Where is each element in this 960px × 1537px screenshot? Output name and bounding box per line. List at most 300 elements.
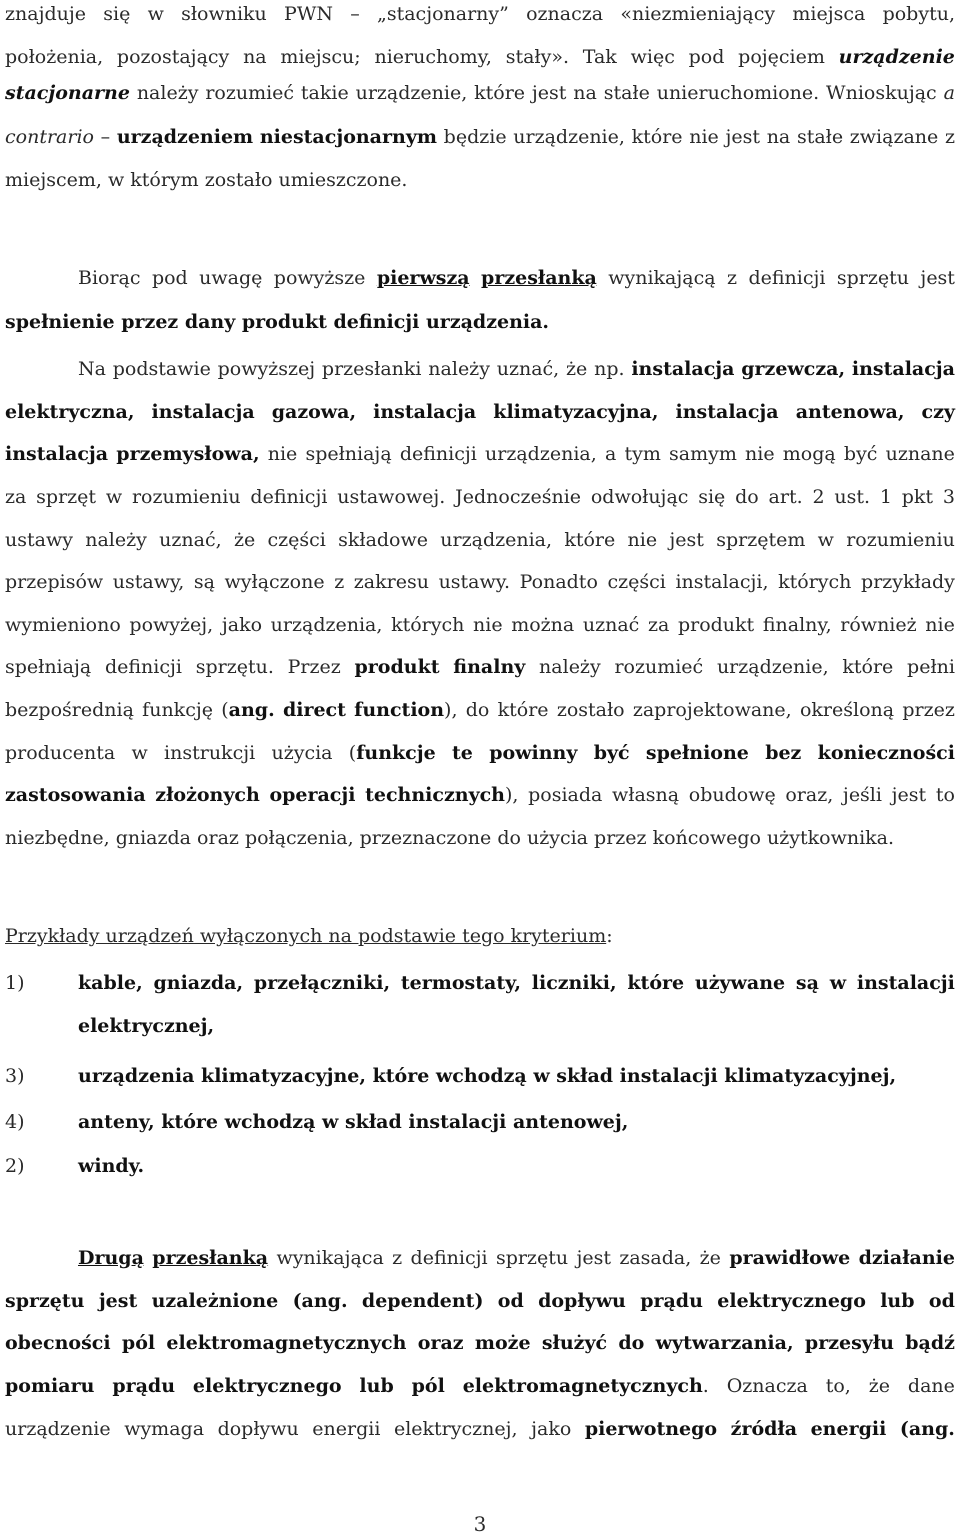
word-group [834,484,870,510]
word-group [619,1245,691,1271]
word: działanie [858,1247,955,1269]
word: miejsca [792,3,866,25]
word: z [944,126,955,148]
list-item [78,1153,955,1179]
word-group [36,484,96,510]
word-group [142,697,213,723]
word: od [497,1290,524,1312]
text-line [5,697,955,723]
word-group [373,399,476,425]
word-group [493,399,658,425]
text-line [78,1245,955,1271]
text-line [5,399,955,425]
word: termostaty, [400,972,521,994]
word-group [902,484,933,510]
word: sprzętu. [195,656,274,678]
word: że [566,358,588,380]
word: będzie [443,126,507,148]
word-group [337,484,445,510]
word-group [826,1373,851,1399]
word: odwołując [590,486,689,508]
text-line [5,569,955,595]
word: definicji [748,267,826,289]
text-line [5,441,955,467]
word-group [5,1330,111,1356]
word-group [850,124,939,150]
word: jeśli [842,784,882,806]
word-group [5,569,103,595]
word-group [573,80,597,106]
word: wynikającą [608,267,716,289]
word-group [792,1,865,27]
word: tym [624,443,661,465]
word-group [811,1416,887,1442]
word: wymaga [124,1418,205,1440]
word-group [538,1288,626,1314]
word-group [900,1416,955,1442]
word: zakresu [353,571,429,593]
word: ( [221,699,229,721]
word: energii [312,1418,381,1440]
list-item [78,1109,955,1135]
word-group [785,782,833,808]
word-group [222,612,262,638]
word: na [573,82,597,104]
word-group [152,1288,279,1314]
word-group [498,697,549,723]
word-group [267,527,325,553]
word-group [106,484,122,510]
word: np. [594,358,625,380]
word-group [166,1330,406,1356]
word-group [886,441,955,467]
word: podstawie [112,358,211,380]
word-group [583,612,639,638]
word: oznacza [526,3,604,25]
word: wynikająca [276,1247,384,1269]
word: unieruchomione. [656,82,820,104]
word: energii [810,1418,887,1440]
text-line [5,80,955,106]
word: jest [669,529,704,551]
word: pomiaru [5,1375,95,1397]
word-group [566,356,587,382]
word-group [5,697,134,723]
word: czy [921,401,955,423]
word: które [474,82,526,104]
word: zasada, [619,1247,692,1269]
word-group [763,612,832,638]
word: do [735,486,759,508]
word: «niezmieniający [620,3,776,25]
word: art. [768,486,803,508]
word: pierwotnego [584,1418,718,1440]
word: wymieniono [5,614,121,636]
word-group [908,1373,955,1399]
word-group [276,1245,383,1271]
list-number: 4) [5,1111,25,1133]
word-group [585,1416,717,1442]
word: w [105,486,123,508]
word-group [689,782,776,808]
word-group [689,124,719,150]
word-group [349,740,436,766]
word: instalacja [851,358,955,380]
word-group [594,740,630,766]
word: Wnioskując [826,82,937,104]
word-group [892,782,927,808]
word-group [412,1373,445,1399]
word: rozumieniu [131,486,241,508]
text-line [5,1288,955,1314]
word-group [124,1416,204,1442]
word: nie [689,126,719,148]
word: pojęciem [738,46,825,68]
word-group [676,399,779,425]
word: za [5,486,27,508]
word-group [564,527,615,553]
word: do [465,699,490,721]
word: 1 [879,486,892,508]
word: prądu [112,1375,176,1397]
word-group [78,265,141,291]
word-group [356,80,468,106]
word: klimatyzacyjna, [493,401,659,423]
word-group [738,44,825,70]
word-group [354,697,457,723]
word-group [846,527,955,553]
word: ustawy, [112,571,185,593]
word-group [925,612,955,638]
word: położenia, [5,46,104,68]
word-group [695,970,785,996]
word-group [857,970,955,996]
word: określoną [799,699,895,721]
word-group [218,356,316,382]
word-group [883,1,955,27]
word-group [576,1245,611,1271]
text-line [5,654,955,680]
word-group [260,124,437,150]
word: ), [444,699,458,721]
word: jest [531,82,567,104]
word-group [731,1416,797,1442]
word-group [716,527,805,553]
word: pod [151,267,188,289]
word-group [301,80,349,106]
word-group [805,1330,894,1356]
word: zaprojektowane, [632,699,792,721]
word-group [542,1330,607,1356]
word: elektrycznego [717,1290,866,1312]
word: przez [902,699,955,721]
word: należy [136,82,199,104]
word-group [648,612,669,638]
word-group [557,697,625,723]
word: z [334,571,345,593]
text-line [5,1330,955,1356]
word-group [717,1288,866,1314]
text-line [5,740,955,766]
word: function [354,699,445,721]
word-group [78,356,106,382]
word-group [194,569,215,595]
word: obudowę [688,784,776,806]
word: składowe [338,529,429,551]
list-item [78,1063,955,1089]
word-group [907,654,955,680]
word: że [868,1375,891,1397]
word: jest [891,784,927,806]
word: zastosowania [5,784,146,806]
word: części [607,571,666,593]
word-group [830,970,846,996]
word-group [583,44,617,70]
word-group [812,484,824,510]
text-line [5,309,955,335]
word: urządzenia, [270,614,383,636]
word: Jednocześnie [455,486,582,508]
word-group [391,612,464,638]
word: Przez [287,656,341,678]
word-group [489,740,577,766]
word: uwagę [199,267,263,289]
word: dopływu [217,1418,299,1440]
word: źródła [730,1418,798,1440]
word-group [840,612,916,638]
word: stałe [796,126,844,148]
word-group [532,80,567,106]
word: wytwarzania, [655,1332,794,1354]
word-group [131,740,147,766]
word: należy [428,358,490,380]
word: od [928,1290,955,1312]
word-group [159,527,222,553]
word: spełnione [645,742,749,764]
word-group [842,654,893,680]
word-group [5,399,134,425]
word-group [902,697,955,723]
word-group [837,265,909,291]
text-line [78,265,955,291]
word-group [101,124,111,150]
text-line [5,167,955,193]
word: finalny, [762,614,832,636]
word-group [293,1288,348,1314]
text-run: niezbędne, gniazda oraz połączenia, przeznaczone do użycia przez końcowego użytkownika. [5,827,895,849]
word: oraz [417,1332,464,1354]
word: grzewcza, [741,358,846,380]
word-group [727,265,737,291]
word: Oznacza [726,1375,808,1397]
word: przesyłu [804,1332,894,1354]
word: uznane [885,443,955,465]
word-group [608,265,715,291]
word: są [795,972,819,994]
word: technicznych [365,784,505,806]
word-group [632,124,683,150]
word-group [234,527,255,553]
word: takie [300,82,349,104]
word-group [338,527,428,553]
word-group [700,1245,721,1271]
word: urządzeniem [116,126,254,148]
word: ustawowej. [337,486,446,508]
word-group [455,484,581,510]
word: może [474,1332,531,1354]
word: urządzenia, [440,529,553,551]
word: które [627,972,685,994]
word: urządzenie, [513,126,625,148]
word-group [365,782,518,808]
word: dependent) [361,1290,484,1312]
word-group [164,740,255,766]
word-group [452,740,473,766]
word: sprzętem [716,529,806,551]
word: w [817,529,834,551]
page-number: 3 [473,1512,487,1536]
word: być [843,443,878,465]
word-group [463,1373,709,1399]
word-group [444,124,507,150]
word-group [439,569,510,595]
word-group [778,569,851,595]
word-group [474,80,525,106]
word-group [818,527,834,553]
word-group [869,1373,890,1399]
word: antenowa, [795,401,905,423]
list-number: 1) [5,972,25,994]
word: a [604,443,617,465]
word: złożonych [155,784,260,806]
word: elektryczna, [5,401,135,423]
word-group [5,1416,111,1442]
word-group [305,441,391,467]
text-line [5,612,955,638]
word-group [453,654,525,680]
word-group [818,740,955,766]
word: uznać, [496,358,560,380]
word: (ang. [899,1418,955,1440]
word: definicji [104,656,182,678]
word-group [591,484,689,510]
word: jako [221,614,263,636]
word-group [377,1,509,27]
word-group [748,265,825,291]
word-group [513,124,625,150]
word: powyższej [217,358,316,380]
word-group [481,265,597,291]
word: „stacjonarny” [377,3,509,25]
word-group [473,612,503,638]
word-group [466,697,490,723]
word-group [218,1416,299,1442]
word: przesłanką [481,267,597,289]
word-group [221,697,274,723]
word: urządzenie, [716,656,829,678]
word-group [254,970,390,996]
word: z [392,1247,403,1269]
word-group [607,569,665,595]
word: spełniają [305,443,392,465]
word-group [377,265,470,291]
word: definicji [250,486,328,508]
word-group [283,697,346,723]
word: posiada [528,784,603,806]
word: pobytu, [882,3,955,25]
word-group [496,1245,568,1271]
word: przemysłowa, [116,443,260,465]
word-group [148,1,164,27]
word: to [935,784,955,806]
word: rozumieć [614,656,704,678]
word: przykłady [861,571,955,593]
word-group [852,356,955,382]
word: lub [880,1290,915,1312]
word: contrario [5,126,94,148]
word: ustawy. [438,571,511,593]
word-group [528,782,602,808]
word: należy [85,529,147,551]
word: Tak [582,46,617,68]
word: instalacja [675,401,779,423]
word: w [147,3,164,25]
word-group [5,80,130,106]
word-group [618,1330,644,1356]
word-group [627,970,684,996]
word: jest [725,126,760,148]
word: Na [78,358,106,380]
word: funkcję [142,699,213,721]
word-group [392,1245,402,1271]
word-group [624,441,660,467]
word: bezpośrednią [5,699,134,721]
word: ( [348,742,357,764]
word: które [564,529,616,551]
word-group [288,654,341,680]
word: ust. [834,486,871,508]
word: przesłanki [321,358,422,380]
word-group [539,654,601,680]
word: pod [688,46,725,68]
word: powinny [489,742,578,764]
word: służyć [541,1332,608,1354]
word: nie [473,614,503,636]
text-line [5,1,955,27]
word-group [604,80,650,106]
word-group [5,782,146,808]
word-group [612,782,679,808]
word-group [657,80,819,106]
word-group [936,782,955,808]
word: bądź [905,1332,955,1354]
word: których [391,614,465,636]
word: lub [359,1375,394,1397]
word: Ponadto [519,571,598,593]
word: powyższe [273,267,366,289]
word-group [5,124,94,150]
list-number: 3) [5,1065,25,1087]
word: niestacjonarnym [259,126,437,148]
word-group [905,1330,955,1356]
word-group [633,697,792,723]
word-group [225,569,325,595]
word-group [105,654,182,680]
word: słowniku [181,3,267,25]
word: Biorąc [78,267,141,289]
word: nie [745,443,775,465]
word-group [944,80,955,106]
